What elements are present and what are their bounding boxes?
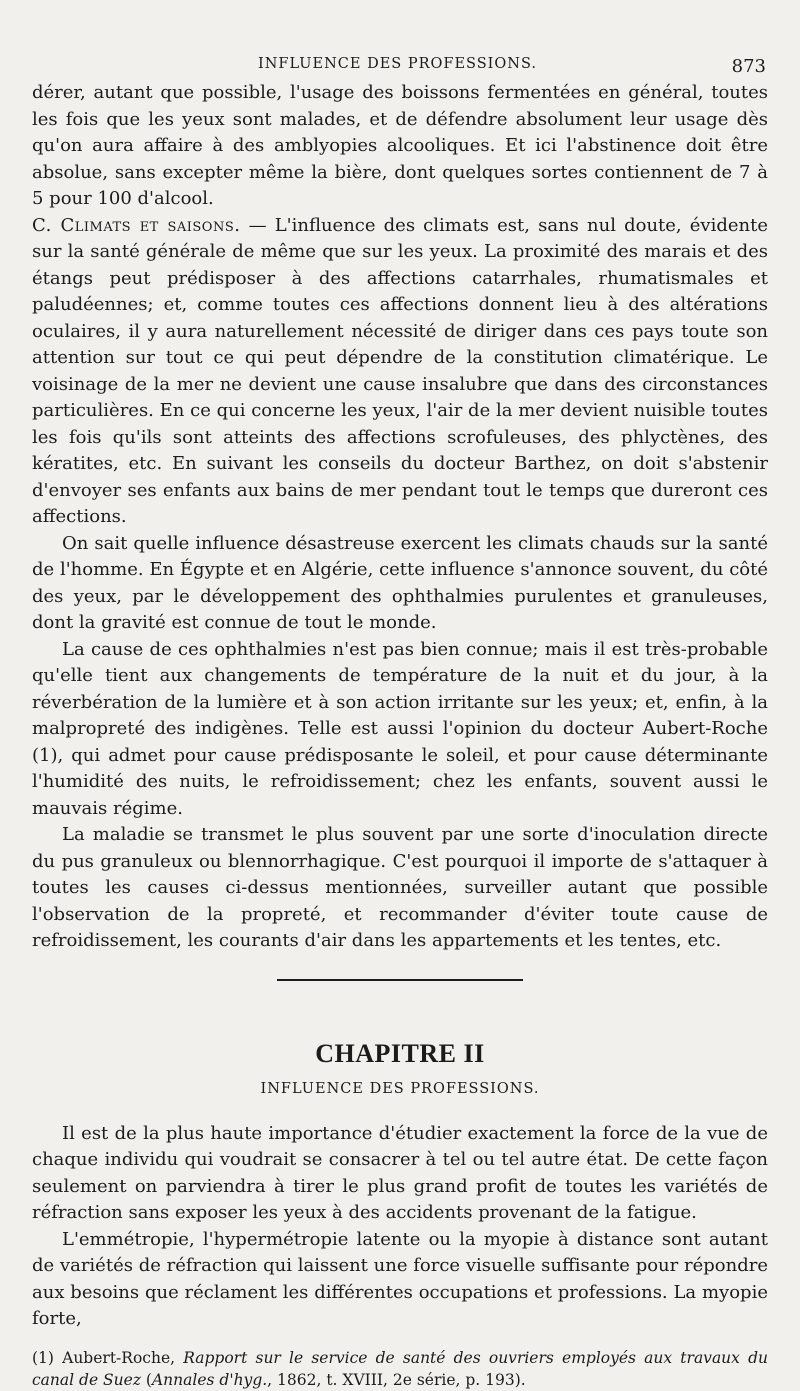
- footnote-prefix: (1) Aubert-Roche,: [32, 1348, 184, 1367]
- paragraph-4: La cause de ces ophthalmies n'est pas bien connue; mais il est très-probable qu'elle tient aux changements de température de la nuit et du jour, à la réverbération de la lumière et à son action irritante sur les yeux; et, enfin, à la malpropreté des indigènes. Telle est aussi l'opinion du docteur Aubert-Roche (1), qui admet pour cause prédisposante le soleil, et pour cause déterminante l'humidité des nuits, le refroidissement; chez les enfants, souvent aussi le mauvais régime.: [32, 638, 768, 819]
- paragraph-2: [32, 213, 768, 531]
- chapter-paragraph-2: L'emmétropie, l'hypermétropie latente ou la myopie à distance sont autant de variétés de réfraction qui laissent une force visuelle suffisante pour répondre aux besoins que réclament les différentes occupations et professions. La myopie forte,: [32, 1228, 768, 1329]
- footnote-title: Rapport sur le service de santé des ouvriers employés aux travaux du canal de Suez: [32, 1348, 768, 1389]
- paragraph-3: On sait quelle influence désastreuse exercent les climats chauds sur la santé de l'homme. En Égypte et en Algérie, cette influence s'annonce souvent, du côté des yeux, par le développement des ophthalmies purulentes et granuleuses, dont la gravité est connue de tout le monde.: [32, 532, 768, 633]
- page-header: [32, 52, 768, 80]
- footnote: [32, 1347, 768, 1391]
- book-page: [32, 52, 768, 1391]
- section-divider: [277, 979, 523, 981]
- footnote-suffix: , 1862, t. XVIII, 2e série, p. 193).: [267, 1370, 526, 1389]
- paragraph-1: dérer, autant que possible, l'usage des boissons fermentées en général, toutes les fois que les yeux sont malades, et de défendre absolument leur usage dès qu'on aura affaire à des amblyopies alcooliques. Et ici l'abstinence doit être absolue, sans excepter même la bière, dont quelques sortes contiennent de 7 à 5 pour 100 d'alcool.: [32, 82, 768, 209]
- chapter-title: CHAPITRE II: [315, 1038, 485, 1068]
- footnote-middle: (: [141, 1370, 152, 1389]
- chapter-subtitle: INFLUENCE DES PROFESSIONS.: [260, 1080, 540, 1097]
- chapter-paragraph-1: Il est de la plus haute importance d'étudier exactement la force de la vue de chaque individu qui voudrait se consacrer à tel ou tel autre état. De cette façon seulement on parviendra à tirer le plus grand profit de toutes les variétés de réfraction sans exposer les yeux à des accidents provenant de la fatigue.: [32, 1122, 768, 1223]
- paragraph-5: La maladie se transmet le plus souvent par une sorte d'inoculation directe du pus granuleux ou blennorrhagique. C'est pourquoi il importe de s'attaquer à toutes les causes ci-dessus mentionnées, surveiller autant que possible l'observation de la propreté, et recommander d'éviter toute cause de refroidissement, les courants d'air dans les appartements et les tentes, etc.: [32, 824, 768, 951]
- section-heading: C. Climats et saisons.: [32, 214, 241, 236]
- footnote-journal: Annales d'hyg.: [151, 1370, 268, 1389]
- running-title: INFLUENCE DES PROFESSIONS.: [258, 56, 537, 72]
- chapter-text: [32, 1121, 768, 1333]
- main-text: [32, 80, 768, 955]
- page-number: 873: [731, 56, 766, 77]
- paragraph-2-text: — L'influence des climats est, sans nul doute, évidente sur la santé générale de même que sur les yeux. La proximité des marais et des étangs peut prédisposer à des affections catarrhales, rhumatismales et paludéennes; et, comme toutes ces affections donnent lieu à des altérations oculaires, il y aura naturellement nécessité de diriger dans ces pays toute son attention sur tout ce qui peut dépendre de la constitution climatérique. Le voisinage de la mer ne devient une cause insalubre que dans des circonstances particulières. En ce qui concerne les yeux, l'air de la mer devient nuisible toutes les fois qu'ils sont atteints des affections scrofuleuses, des phlyctènes, des kératites, etc. En suivant les conseils du docteur Barthez, on doit s'abstenir d'envoyer ses enfants aux bains de mer pendant tout le temps que dureront ces affections.: [32, 214, 768, 527]
